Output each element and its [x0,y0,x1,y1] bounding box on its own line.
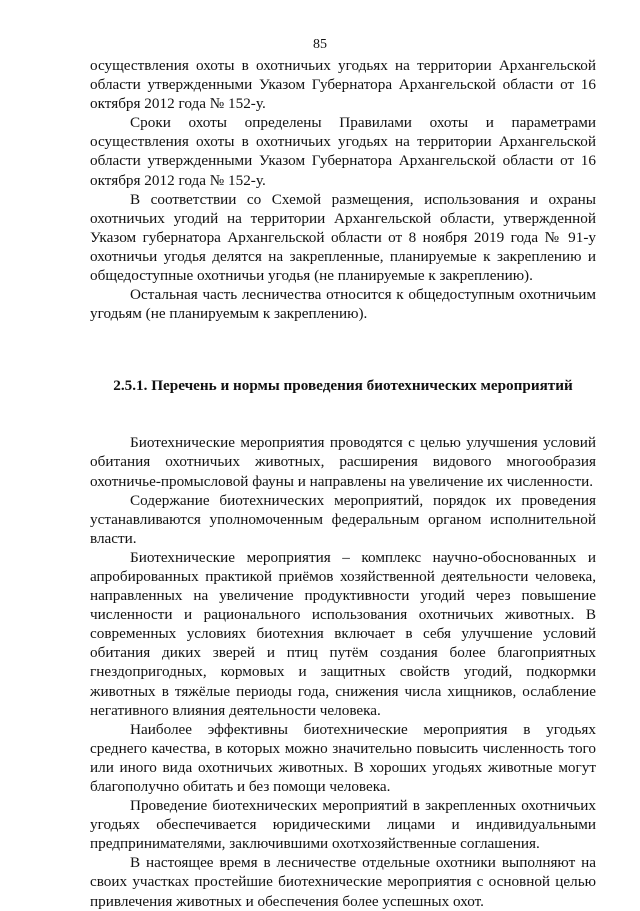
paragraph-biotech-effectiveness: Наиболее эффективны биотехнические мероприятия в угодьях среднего качества, в которых можно значительно повысить численность того или иного вида охотничьих животных. В хороших угодьях животные могут благополучно обитать и без помощи человека. [90,720,596,795]
section-heading: 2.5.1. Перечень и нормы проведения биотехнических мероприятий [113,377,573,395]
paragraph-biotech-purpose: Биотехнические мероприятия проводятся с целью улучшения условий обитания охотничьих животных, расширения видового многообразия охотничье-промысловой фауны и направлены на увеличение их численности. [90,434,596,490]
page-content [90,56,596,911]
paragraph-hunting-scheme: В соответствии со Схемой размещения, использования и охраны охотничьих угодий на территории Архангельской области, утвержденной Указом губернатора Архангельской области от 8 ноября 2019 года № 91-у охотничьи угодья делятся на закрепленные, планируемые к закреплению и общедоступные охотничьи угодья (не планируемые к закреплению). [90,190,596,285]
spacer [90,395,596,433]
paragraph-hunting-dates: Сроки охоты определены Правилами охоты и параметрами осуществления охоты в охотничьих угодьях на территории Архангельской области утвержденными Указом Губернатора Архангельской области от 16 октября 2012 года № 152-у. [90,114,596,189]
paragraph-biotech-content: Содержание биотехнических мероприятий, порядок их проведения устанавливаются уполномоченным федеральным органом исполнительной власти. [90,491,596,547]
page-number: 85 [313,37,327,52]
paragraph-biotech-definition: Биотехнические мероприятия – комплекс научно-обоснованных и апробированных практикой приёмов хозяйственной деятельности человека, направленных на увеличение продуктивности угодий через повышение численности и рационального использования охотничьих животных. В современных условиях биотехния включает в себя улучшение условий обитания диких зверей и птиц путём создания более благоприятных гнездопригодных, кормовых и защитных свойств угодий, подкормки животных в тяжёлые периоды года, снижения числа хищников, ослабление негативного влияния деятельности человека. [90,548,596,719]
paragraph-continued: осуществления охоты в охотничьих угодьях на территории Архангельской области утвержденными Указом Губернатора Архангельской области от 16 октября 2012 года № 152-у. [90,57,596,113]
paragraph-biotech-responsibility: Проведение биотехнических мероприятий в закрепленных охотничьих угодьях обеспечивается юридическими лицами и индивидуальными предпринимателями, заключившими охотхозяйственные соглашения. [90,797,596,853]
paragraph-biotech-current: В настоящее время в лесничестве отдельные охотники выполняют на своих участках простейшие биотехнические мероприятия с основной целью привлечения животных и обеспечения более успешных охот. [90,854,596,910]
spacer [90,323,596,376]
paragraph-public-grounds: Остальная часть лесничества относится к общедоступным охотничьим угодьям (не планируемым к закреплению). [90,286,596,323]
